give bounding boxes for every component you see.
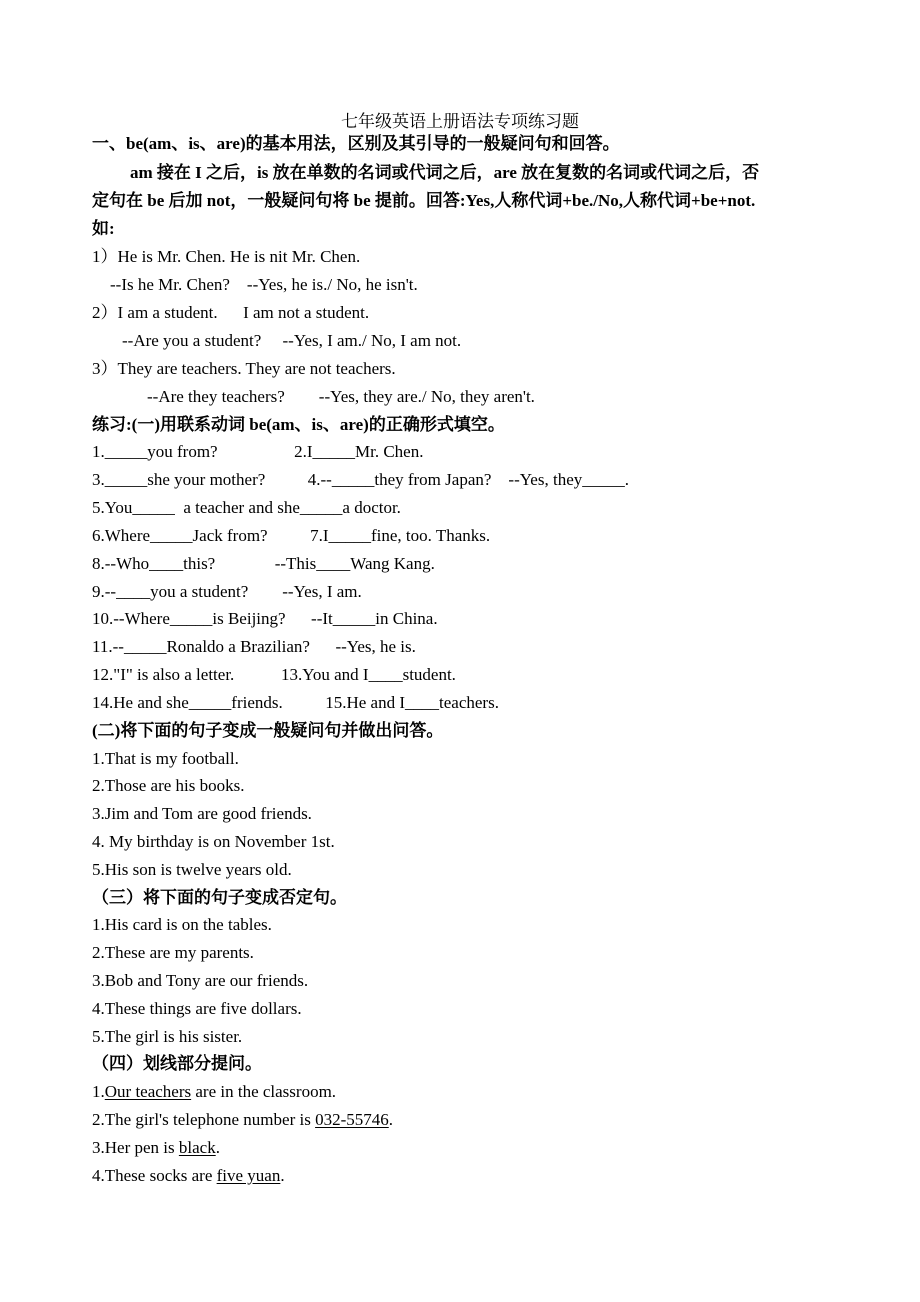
exercise1-item: 8.--Who____this? --This____Wang Kang. (92, 554, 435, 573)
item-text: . (388, 1110, 393, 1129)
item-text: are in the classroom. (191, 1082, 337, 1101)
exercise1-item: 14.He and she_____friends. 15.He and I____teachers. (92, 693, 499, 712)
exercise2-item: 2.Those are his books. (92, 776, 245, 795)
exercise3-item: 2.These are my parents. (92, 943, 254, 962)
intro-line-2: 定句在 be 后加 not，一般疑问句将 be 提前。回答:Yes,人称代词+be./No,人称代词+be+not. (92, 191, 756, 210)
example-1-question: --Is he Mr. Chen? --Yes, he is./ No, he isn't. (110, 275, 418, 294)
example-1-statement: 1）He is Mr. Chen. He is nit Mr. Chen. (92, 247, 361, 266)
underlined-target: 032-55746 (315, 1110, 389, 1129)
underlined-target: five yuan (216, 1166, 281, 1185)
exercise2-item: 4. My birthday is on November 1st. (92, 832, 335, 851)
item-text: 4.These socks are (92, 1166, 217, 1185)
section1-heading: 一、be(am、is、are)的基本用法，区别及其引导的一般疑问句和回答。 (92, 134, 620, 153)
exercise1-heading: 练习:(一)用联系动词 be(am、is、are)的正确形式填空。 (92, 415, 505, 434)
example-2-question: --Are you a student? --Yes, I am./ No, I am not. (122, 331, 462, 350)
exercise1-item: 10.--Where_____is Beijing? --It_____in China. (92, 609, 438, 628)
exercise3-heading: （三）将下面的句子变成否定句。 (92, 888, 347, 907)
example-3-statement: 3）They are teachers. They are not teachers. (92, 359, 396, 378)
intro-line-3: 如: (92, 219, 115, 238)
underlined-target: black (178, 1138, 216, 1157)
exercise4-item (92, 1081, 336, 1103)
exercise4-item (92, 1109, 393, 1131)
item-text: 1. (92, 1082, 105, 1101)
exercise2-item: 3.Jim and Tom are good friends. (92, 804, 312, 823)
page-title: 七年级英语上册语法专项练习题 (341, 112, 579, 131)
exercise2-item: 5.His son is twelve years old. (92, 860, 292, 879)
exercise1-item: 3._____she your mother? 4.--_____they from Japan? --Yes, they_____. (92, 470, 629, 489)
underlined-target: Our teachers (104, 1082, 192, 1101)
intro-line-1: am 接在 I 之后，is 放在单数的名词或代词之后，are 放在复数的名词或代词之后，否 (130, 163, 760, 182)
exercise3-item: 4.These things are five dollars. (92, 999, 302, 1018)
exercise1-item: 9.--____you a student? --Yes, I am. (92, 582, 362, 601)
item-text: 2.The girl's telephone number is (92, 1110, 316, 1129)
exercise4-heading: （四）划线部分提问。 (92, 1054, 262, 1073)
exercise4-item (92, 1165, 285, 1187)
exercise1-item: 5.You_____ a teacher and she_____a doctor. (92, 498, 401, 517)
exercise1-item: 12."I" is also a letter. 13.You and I____student. (92, 665, 456, 684)
exercise2-item: 1.That is my football. (92, 749, 239, 768)
exercise1-item: 11.--_____Ronaldo a Brazilian? --Yes, he is. (92, 637, 416, 656)
exercise2-heading: (二)将下面的句子变成一般疑问句并做出问答。 (92, 721, 444, 740)
exercise1-item: 6.Where_____Jack from? 7.I_____fine, too. Thanks. (92, 526, 491, 545)
example-2-statement: 2）I am a student. I am not a student. (92, 303, 370, 322)
item-text: . (215, 1138, 220, 1157)
exercise3-item: 1.His card is on the tables. (92, 915, 272, 934)
item-text: 3.Her pen is (92, 1138, 179, 1157)
exercise1-item: 1._____you from? 2.I_____Mr. Chen. (92, 442, 424, 461)
exercise3-item: 3.Bob and Tony are our friends. (92, 971, 309, 990)
example-3-question: --Are they teachers? --Yes, they are./ No, they aren't. (147, 387, 535, 406)
item-text: . (280, 1166, 285, 1185)
exercise3-item: 5.The girl is his sister. (92, 1027, 243, 1046)
exercise4-item (92, 1137, 220, 1159)
